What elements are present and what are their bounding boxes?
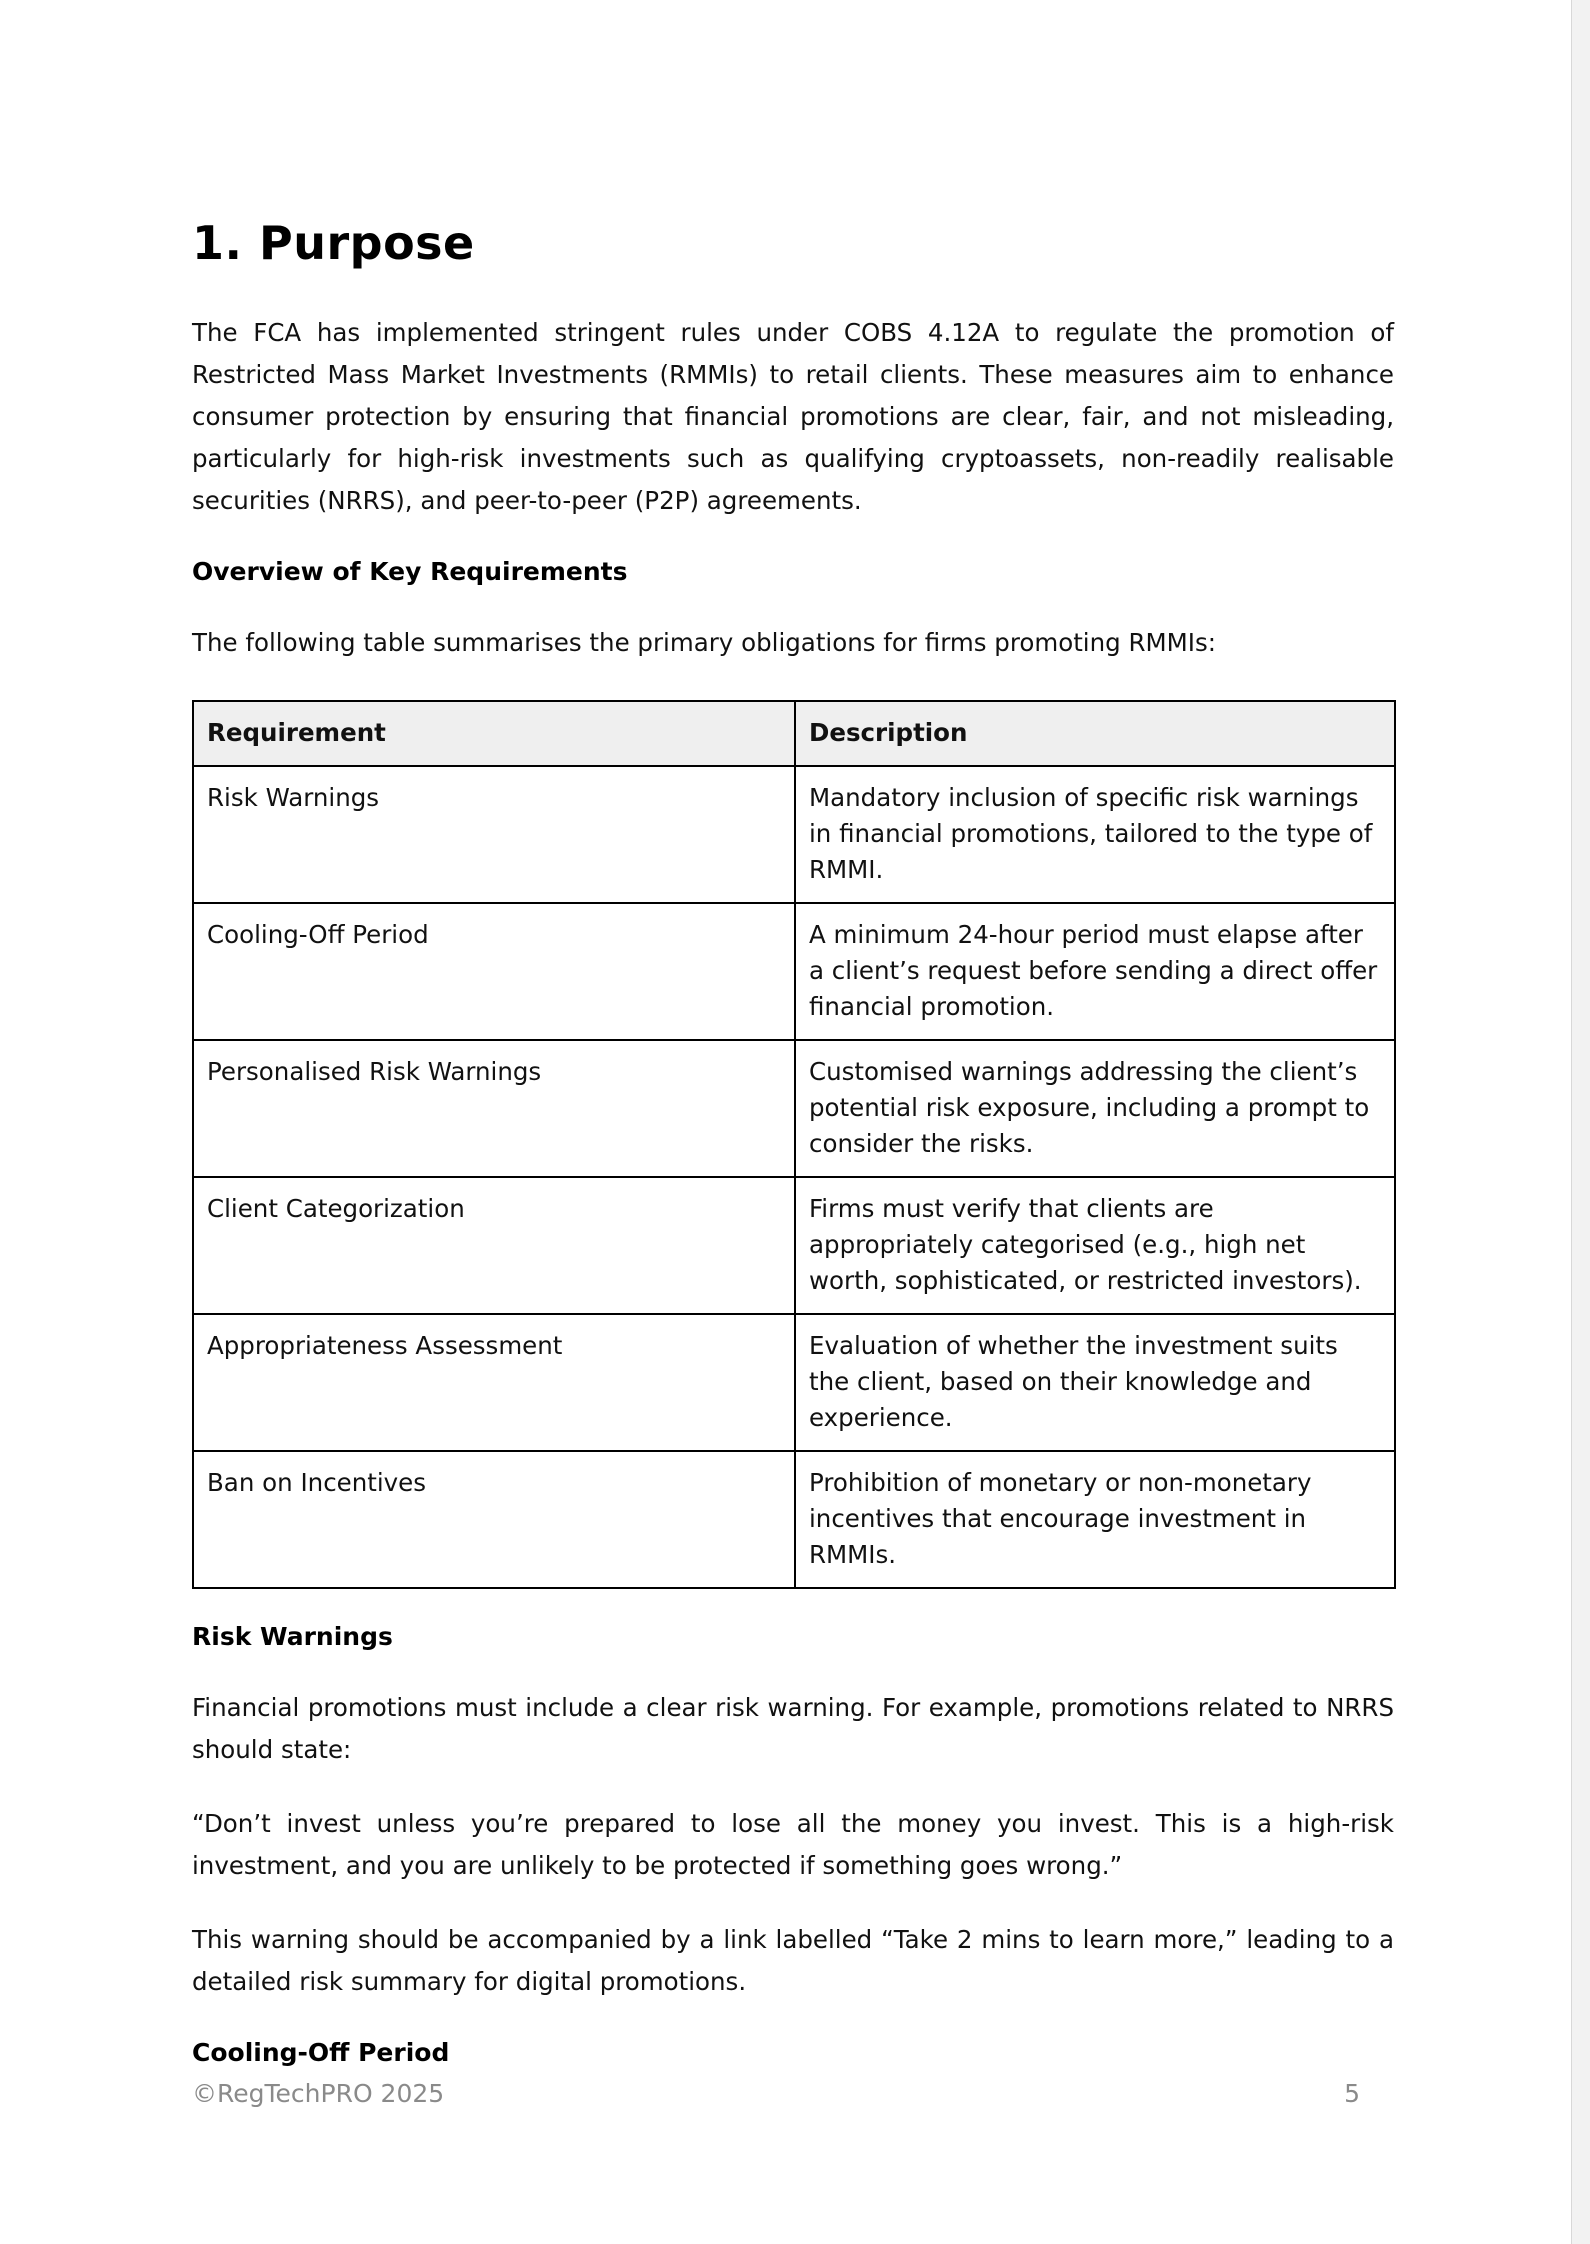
risk-warnings-heading: Risk Warnings [192, 1622, 393, 1651]
requirement-cell: Appropriateness Assessment [193, 1314, 795, 1451]
overview-heading: Overview of Key Requirements [192, 557, 628, 586]
page-content [192, 212, 1394, 2071]
header-requirement: Requirement [193, 701, 795, 766]
risk-warning-quote: “Don’t invest unless you’re prepared to lose all the money you invest. This is a high-risk investment, and you are unlikely to be protected if something goes wrong.” [192, 1809, 1394, 1880]
requirement-cell: Client Categorization [193, 1177, 795, 1314]
table-row [193, 1177, 1395, 1314]
table-intro-paragraph: The following table summarises the primary obligations for firms promoting RMMIs: [192, 628, 1217, 657]
table-row [193, 1040, 1395, 1177]
description-cell: Firms must verify that clients are appropriately categorised (e.g., high net worth, sophisticated, or restricted investors). [795, 1177, 1395, 1314]
intro-paragraph: The FCA has implemented stringent rules under COBS 4.12A to regulate the promotion of Restricted Mass Market Investments (RMMIs) to retail clients. These measures aim to enhance consumer protection by ensuring that financial promotions are clear, fair, and not misleading, particularly for high-risk investments such as qualifying cryptoassets, non-readily realisable securities (NRRS), and peer-to-peer (P2P) agreements. [192, 318, 1394, 515]
requirement-cell: Cooling-Off Period [193, 903, 795, 1040]
footer-page-number: 5 [1344, 2079, 1360, 2108]
requirements-table [192, 700, 1396, 1589]
footer-copyright: ©RegTechPRO 2025 [192, 2079, 445, 2108]
table-row [193, 766, 1395, 903]
cooling-off-heading: Cooling-Off Period [192, 2038, 450, 2067]
risk-warning-link-paragraph: This warning should be accompanied by a link labelled “Take 2 mins to learn more,” leading to a detailed risk summary for digital promotions. [192, 1925, 1394, 1996]
viewer-right-edge [1571, 0, 1590, 2244]
description-cell: Evaluation of whether the investment suits the client, based on their knowledge and experience. [795, 1314, 1395, 1451]
table-row [193, 1314, 1395, 1451]
description-cell: Mandatory inclusion of specific risk warnings in financial promotions, tailored to the type of RMMI. [795, 766, 1395, 903]
header-description: Description [795, 701, 1395, 766]
requirement-cell: Personalised Risk Warnings [193, 1040, 795, 1177]
requirement-cell: Ban on Incentives [193, 1451, 795, 1588]
description-cell: Customised warnings addressing the client’s potential risk exposure, including a prompt to consider the risks. [795, 1040, 1395, 1177]
description-cell: Prohibition of monetary or non-monetary incentives that encourage investment in RMMIs. [795, 1451, 1395, 1588]
table-row [193, 903, 1395, 1040]
risk-warnings-paragraph: Financial promotions must include a clear risk warning. For example, promotions related to NRRS should state: [192, 1693, 1394, 1764]
description-cell: A minimum 24-hour period must elapse after a client’s request before sending a direct offer financial promotion. [795, 903, 1395, 1040]
table-row [193, 1451, 1395, 1588]
table-header-row [193, 701, 1395, 766]
section-heading: 1. Purpose [192, 216, 475, 270]
requirement-cell: Risk Warnings [193, 766, 795, 903]
